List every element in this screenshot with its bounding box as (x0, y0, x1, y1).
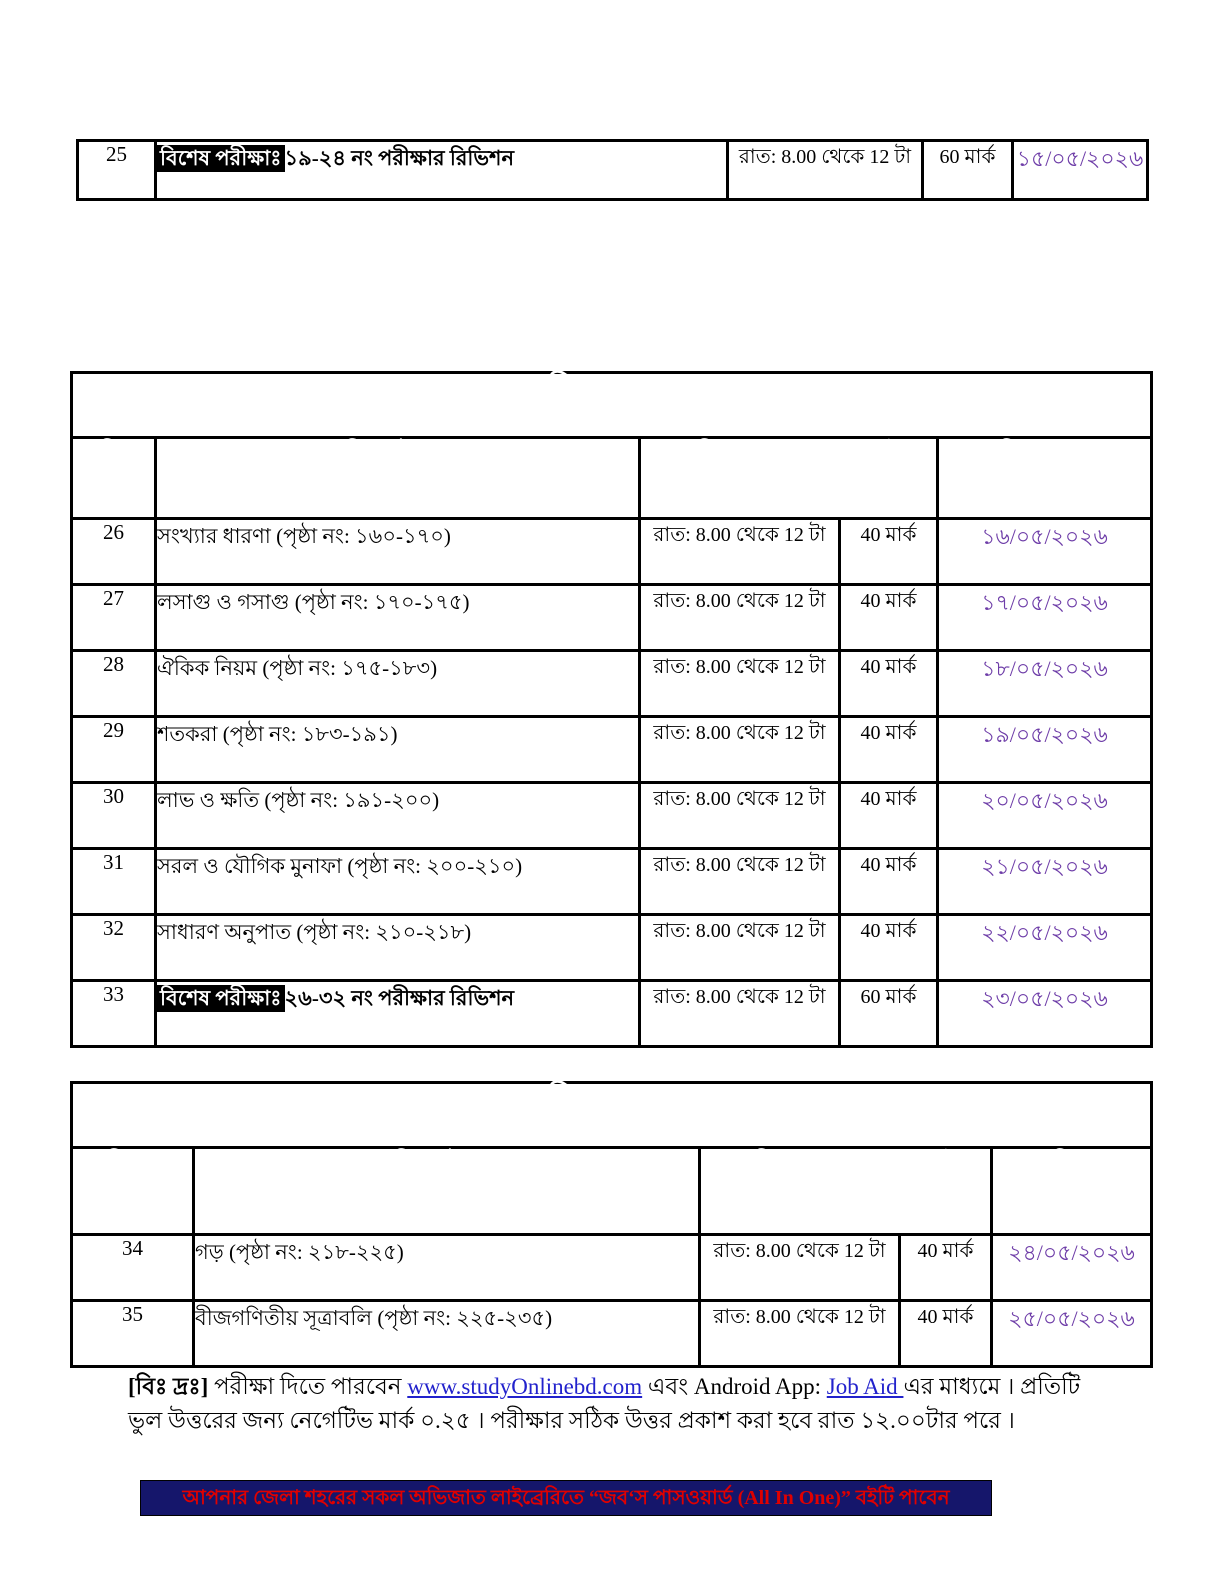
promo-banner-text: আপনার জেলা শহরের সকল অভিজাত লাইব্রেরিতে “জব‘স পাসওয়ার্ড (All In One)” বইটি পাবেন (182, 1487, 950, 1509)
table-row (78, 141, 1148, 200)
exam-date-cell: ১৫/০৫/২০২৬ (1013, 141, 1148, 200)
footnote-part3: এর মাধ্যমে । প্রতিটি ভুল উত্তরের জন্য নেগেটিভ মার্ক ০.২৫ । পরীক্ষার সঠিক উত্তর প্রকাশ করা হবে রাত ১২.০০টার পরে । (128, 1374, 1081, 1433)
topic-cell (156, 981, 640, 1047)
header-exam-date (938, 438, 1152, 519)
exam-marks-cell: 60 মার্ক (923, 141, 1013, 200)
footnote-part1: পরীক্ষা দিতে পারবেন (208, 1374, 408, 1399)
header-topic-line2: জব‘স পাসওয়ার্ড (All In One) বইয়ের পৃষ্ঠা নাম্বার (213, 466, 582, 488)
exam-marks-cell: 40 মার্ক (840, 585, 938, 651)
exam-date-cell: ২০/০৫/২০২৬ (938, 783, 1152, 849)
footnote-lead: [বিঃ দ্রঃ] (128, 1374, 209, 1399)
plan-04-title-row (72, 373, 1152, 438)
exam-time-cell: রাত: 8.00 থেকে 12 টা (640, 519, 840, 585)
exam-no-cell: 31 (72, 849, 156, 915)
exam-no-cell: 26 (72, 519, 156, 585)
exam-marks-cell: 40 মার্ক (840, 915, 938, 981)
exam-date-cell: ২৫/০৫/২০২৬ (992, 1301, 1152, 1367)
topic-cell: গড় (পৃষ্ঠা নং: ২১৮-২২৫) (194, 1235, 700, 1301)
exam-time-cell: রাত: 8.00 থেকে 12 টা (728, 141, 923, 200)
header-exam-date-line2: তারিখ (1047, 1176, 1096, 1198)
exam-date-cell: ২১/০৫/২০২৬ (938, 849, 1152, 915)
exam-marks-cell: 40 মার্ক (840, 651, 938, 717)
exam-no-cell: 33 (72, 981, 156, 1047)
plan-05-table (70, 1081, 1153, 1368)
footnote-note (128, 1370, 1108, 1438)
header-time-marks-text: পরীক্ষা দেওয়ার সময় ও মার্ক (742, 1151, 949, 1172)
plan-04-table (70, 371, 1153, 1048)
plan-05-title-row (72, 1083, 1152, 1148)
table-row (72, 717, 1152, 783)
exam-marks-cell: 60 মার্ক (840, 981, 938, 1047)
footnote-part2: এবং Android App: (642, 1374, 827, 1399)
header-topic-line1: পরীক্ষার টপিক & (333, 441, 462, 462)
exam-time-cell: রাত: 8.00 থেকে 12 টা (640, 849, 840, 915)
header-exam-no-line1: পরীক্ষা (88, 441, 139, 462)
plan-05-section (70, 1081, 1150, 1368)
exam-no-cell: 30 (72, 783, 156, 849)
table-row (72, 1301, 1152, 1367)
exam-marks-cell: 40 মার্ক (900, 1235, 992, 1301)
exam-time-cell: রাত: 8.00 থেকে 12 টা (640, 717, 840, 783)
exam-date-cell: ২৪/০৫/২০২৬ (992, 1235, 1152, 1301)
topic-cell: সাধারণ অনুপাত (পৃষ্ঠা নং: ২১০-২১৮) (156, 915, 640, 981)
table-row (72, 1235, 1152, 1301)
exam-marks-cell: 40 মার্ক (840, 717, 938, 783)
table-row (72, 849, 1152, 915)
header-topic-line2: জব‘স পাসওয়ার্ড (All In One) বইয়ের পৃষ্ঠা নাম্বার (262, 1176, 631, 1198)
header-exam-no-text: পরীক্ষা নং (95, 1151, 170, 1172)
header-topic-line1: পরীক্ষার টপিক & (382, 1151, 511, 1172)
job-aid-app-link[interactable]: Job Aid (826, 1374, 904, 1399)
exam-marks-cell: 40 মার্ক (840, 519, 938, 585)
header-exam-date-text: পরীক্ষার তারিখ (988, 441, 1102, 462)
special-exam-tag: বিশেষ পরীক্ষাঃ (157, 145, 285, 172)
exam-no-cell: 32 (72, 915, 156, 981)
exam-no-cell: 28 (72, 651, 156, 717)
plan-05-title: পরিকল্পনা-05 (525, 1083, 698, 1119)
table-row (72, 915, 1152, 981)
exam-marks-cell: 40 মার্ক (900, 1301, 992, 1367)
exam-time-cell: রাত: 8.00 থেকে 12 টা (640, 981, 840, 1047)
table-row (72, 585, 1152, 651)
exam-date-cell: ১৮/০৫/২০২৬ (938, 651, 1152, 717)
exam-time-cell: রাত: 8.00 থেকে 12 টা (700, 1301, 900, 1367)
exam-date-cell: ১৬/০৫/২০২৬ (938, 519, 1152, 585)
table-row (72, 651, 1152, 717)
header-time-and-marks (700, 1148, 992, 1235)
header-topic (156, 438, 640, 519)
plan-05-title-cell (72, 1083, 1152, 1148)
header-exam-date-line1: পরীক্ষার (1041, 1151, 1102, 1172)
exam-no-cell: 29 (72, 717, 156, 783)
exam-date-cell: ২২/০৫/২০২৬ (938, 915, 1152, 981)
exam-no-cell: 35 (72, 1301, 194, 1367)
exam-time-cell: রাত: 8.00 থেকে 12 টা (640, 783, 840, 849)
promo-banner (140, 1480, 992, 1516)
exam-marks-cell: 40 মার্ক (840, 849, 938, 915)
topic-cell: বীজগণিতীয় সূত্রাবলি (পৃষ্ঠা নং: ২২৫-২৩৫) (194, 1301, 700, 1367)
top-table-fragment (76, 139, 1146, 201)
topic-cell: সরল ও যৌগিক মুনাফা (পৃষ্ঠা নং: ২০০-২১০) (156, 849, 640, 915)
topic-text: ১৯-২৪ নং পরীক্ষার রিভিশন (284, 146, 515, 170)
plan-04-header-row (72, 438, 1152, 519)
header-topic (194, 1148, 700, 1235)
topic-cell: সংখ্যার ধারণা (পৃষ্ঠা নং: ১৬০-১৭০) (156, 519, 640, 585)
header-exam-no (72, 438, 156, 519)
exam-date-cell: ১৭/০৫/২০২৬ (938, 585, 1152, 651)
exam-date-cell: ১৯/০৫/২০২৬ (938, 717, 1152, 783)
exam-no-cell: 34 (72, 1235, 194, 1301)
plan-04-title: পরিকল্পনা-04 (525, 373, 698, 409)
exam-time-cell: রাত: 8.00 থেকে 12 টা (700, 1235, 900, 1301)
exam-date-cell: ২৩/০৫/২০২৬ (938, 981, 1152, 1047)
exam-no-cell: 27 (72, 585, 156, 651)
plan-05-header-row (72, 1148, 1152, 1235)
table-row (72, 519, 1152, 585)
topic-text: ২৬-৩২ নং পরীক্ষার রিভিশন (284, 986, 515, 1010)
header-time-and-marks (640, 438, 938, 519)
table-row (72, 783, 1152, 849)
exam-time-cell: রাত: 8.00 থেকে 12 টা (640, 585, 840, 651)
table-row-special (72, 981, 1152, 1047)
header-exam-no (72, 1148, 194, 1235)
topic-cell (156, 141, 728, 200)
study-online-link[interactable]: www.studyOnlinebd.com (407, 1374, 643, 1399)
topic-cell: লাভ ও ক্ষতি (পৃষ্ঠা নং: ১৯১-২০০) (156, 783, 640, 849)
special-exam-tag: বিশেষ পরীক্ষাঃ (157, 985, 285, 1012)
exam-time-cell: রাত: 8.00 থেকে 12 টা (640, 651, 840, 717)
exam-time-cell: রাত: 8.00 থেকে 12 টা (640, 915, 840, 981)
exam-row-25-table (76, 139, 1149, 201)
plan-04-section (70, 371, 1150, 1048)
header-exam-no-line2: নং (103, 466, 124, 488)
exam-marks-cell: 40 মার্ক (840, 783, 938, 849)
header-time-marks-text: পরীক্ষা দেওয়ার সময় ও মার্ক (685, 441, 892, 462)
topic-cell: লসাগু ও গসাগু (পৃষ্ঠা নং: ১৭০-১৭৫) (156, 585, 640, 651)
plan-04-title-cell (72, 373, 1152, 438)
header-exam-date (992, 1148, 1152, 1235)
exam-no-cell: 25 (78, 141, 156, 200)
topic-cell: শতকরা (পৃষ্ঠা নং: ১৮৩-১৯১) (156, 717, 640, 783)
topic-cell: ঐকিক নিয়ম (পৃষ্ঠা নং: ১৭৫-১৮৩) (156, 651, 640, 717)
